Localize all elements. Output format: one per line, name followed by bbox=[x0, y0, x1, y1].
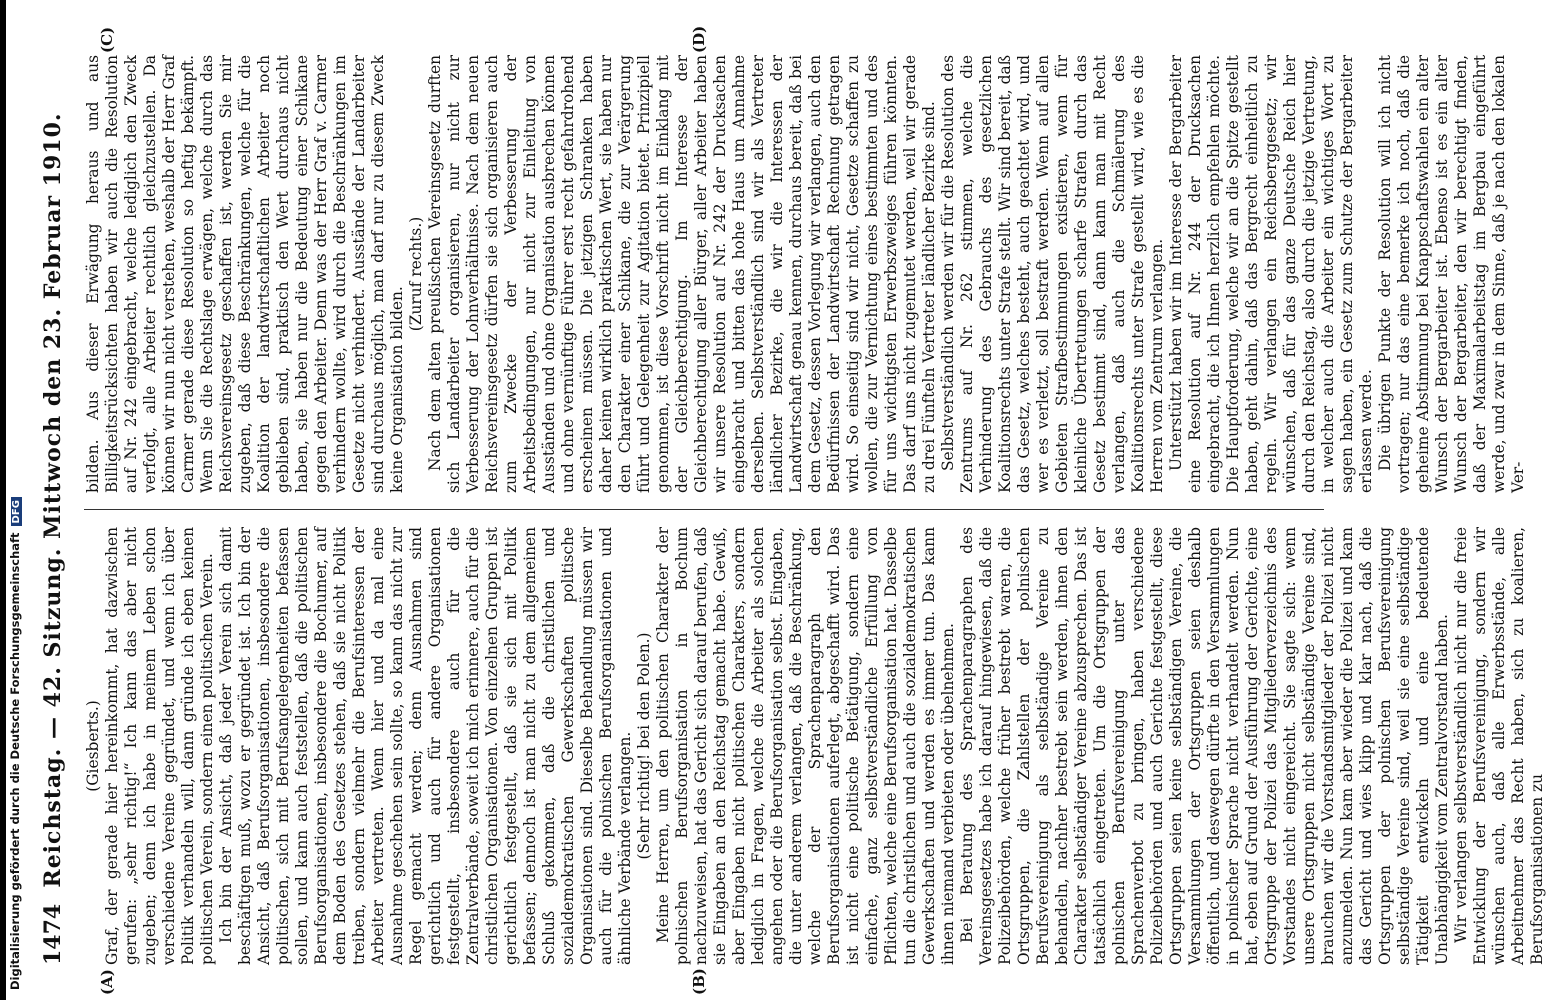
page-header bbox=[40, 35, 74, 965]
scan-sidebar bbox=[0, 0, 24, 1000]
paragraph: Nach dem alten preußischen Vereinsgesetz durften sich Landarbeiter organisieren, nur nicht zur Verbesserung der Lohnverhältnisse. Nach dem neuen Reichsvereinsgesetz dürfen sie sich organisieren auch zum Zwecke der Verbesserung der Arbeitsbedingungen, nur nicht zur Einleitung von Ausständen und ohne Organisation ausbrechen können und ohne vernünftige Führer erst recht gefahrdrohend erscheinen müssen. Die jetzigen Schranken haben daher keinen wirklich praktischen Wert, sie haben nur den Charakter einer Schikane, die zur Verärgerung führt und Gelegenheit zur Agitation bietet. Prinzipiell genommen, ist diese Vorschrift nicht im Einklang mit der Gleichberechtigung. Im Interesse der Gleichberechtigung aller Bürger, aller Arbeiter haben wir unsere Resolution auf Nr. 242 der Drucksachen eingebracht und bitten das hohe Haus um Annahme derselben. Selbstverständlich sind wir als Vertreter ländlicher Bezirke, die wir die Interessen der Landwirtschaft genau kennen, durchaus bereit, daß bei dem Gesetz, dessen Vorlegung wir verlangen, auch den Bedürfnissen der Landwirtschaft Rechnung getragen wird. So einseitig sind wir nicht, Gesetze schaffen zu wollen, die zur Vernichtung eines bestimmten und des für uns wichtigsten Erwerbszweiges führen könnten. Das darf uns nicht zugemutet werden, weil wir gerade zu drei Fünfteln Vertreter ländlicher Bezirke sind. bbox=[426, 55, 938, 493]
column-divider bbox=[84, 509, 1324, 510]
paragraph: Die übrigen Punkte der Resolution will ich nicht vortragen; nur das eine bemerke ich noch, daß die geheime Abstimmung bei Knappschaftswahlen ein alter Wunsch der Bergarbeiter ist. Ebenso ist es ein alter Wunsch der Bergarbeiter, den wir berechtigt finden, daß der Maximalarbeitstag im Bergbau eingeführt werde, und zwar in dem Sinne, daß je nach den lokalen Ver- bbox=[1376, 55, 1527, 493]
right-column bbox=[84, 55, 1527, 493]
margin-marker-d: (D) bbox=[690, 25, 708, 53]
page-number: 1474 bbox=[40, 903, 66, 965]
digitization-credit bbox=[8, 497, 22, 990]
left-column bbox=[84, 527, 1546, 965]
paragraph: Ich bin der Ansicht, daß jeder Verein sich damit beschäftigen muß, wozu er gegründet ist. Ich bin der Ansicht, daß Berufsorganisationen, insbesondere die politischen, sich mit Berufsangelegenheiten befassen sollen, und kann auch feststellen, daß die politischen Berufsorganisationen, insbesondere die Bochumer, auf dem Boden des Gesetzes stehen, daß sie nicht Politik treiben, sondern vielmehr die Berufsinteressen der Arbeiter vertreten. Wenn hier und da mal eine Ausnahme geschehen sein sollte, so kann das nicht zur Regel gemacht werden; denn Ausnahmen sind gerichtlich und auch für andere Organisationen festgestellt, insbesondere auch für die Zentralverbände, soweit ich mich erinnere, auch für die christlichen Organisationen. Von einzelnen Gruppen ist gerichtlich festgestellt, daß sie sich mit Politik befassen; dennoch ist man nicht zu dem allgemeinen Schluß gekommen, daß die christlichen und sozialdemokratischen Gewerkschaften politische Organisationen sind. Dieselbe Behandlung müssen wir auch für die polnischen Berufsorganisationen und ähnliche Verbände verlangen. bbox=[217, 527, 634, 965]
paragraph: Meine Herren, um den politischen Charakter der polnischen Berufsorganisation in Bochum nachzuweisen, hat das Gericht sich darauf berufen, daß sie Eingaben an den Reichstag gemacht habe. Gewiß, aber Eingaben nicht politischen Charakters, sondern lediglich in Fragen, welche die Arbeiter als solchen angehen oder die Berufsorganisation selbst. Eingaben, die unter anderem verlangen, daß die Beschränkung, welche der Sprachenparagraph den Berufsorganisationen auferlegt, abgeschafft wird. Das ist nicht eine politische Betätigung, sondern eine einfache, ganz selbstverständliche Erfüllung von Pflichten, welche eine Berufsorganisation hat. Dasselbe tun die christlichen und auch die sozialdemokratischen Gewerkschaften und werden es immer tun. Das kann ihnen niemand verbieten oder übelnehmen. bbox=[654, 527, 957, 965]
margin-marker-b: (B) bbox=[690, 968, 708, 995]
paragraph: Unterstützt haben wir im Interesse der Bergarbeiter eine Resolution auf Nr. 244 der Drucksachen eingebracht, die ich Ihnen herzlich empfehlen möchte. Die Hauptforderung, welche wir an die Spitze gestellt haben, geht dahin, daß das Bergrecht einheitlich zu regeln. Wir verlangen ein Reichsberggesetz; wir wünschen, daß für das ganze Deutsche Reich hier durch den Reichstag, also durch die jetzige Vertretung, in welcher auch die Arbeiter ein wichtiges Wort zu sagen haben, ein Gesetz zum Schutze der Bergarbeiter erlassen werde. bbox=[1167, 55, 1375, 493]
running-head: Reichstag. — 42. Sitzung. Mittwoch den 23. Februar 1910. bbox=[40, 112, 66, 888]
credit-text: Digitalisierung gefördert durch die Deutsche Forschungsgemeinschaft bbox=[8, 532, 22, 990]
paragraph: Selbstverständlich werden wir für die Resolution des Zentrums auf Nr. 262 stimmen, welche die Verhinderung des Gebrauchs des gesetzlichen Koalitionsrechts unter Strafe stellt. Wir sind bereit, daß das Gesetz, welches besteht, auch geachtet wird, und wer es verletzt, soll bestraft werden. Wenn auf allen Gebieten Strafbestimmungen existieren, wenn für kleinliche Übertretungen scharfe Strafen durch das Gesetz bestimmt sind, dann kann man mit Recht verlangen, daß auch die Schmälerung des Koalitionsrechts unter Strafe gestellt wird, wie es die Herren vom Zentrum verlangen. bbox=[939, 55, 1166, 493]
interjection: (Zuruf rechts.) bbox=[407, 216, 425, 332]
speaker-name: (Giesberts.) bbox=[84, 700, 102, 792]
paragraph: bilden. Aus dieser Erwägung heraus und aus Billigkeitsrücksichten haben wir auch die Resolution auf Nr. 242 eingebracht, welche lediglich den Zweck verfolgt, alle Arbeiter rechtlich gleichzustellen. Da können wir nun nicht verstehen, weshalb der Herr Graf Carmer gerade diese Resolution so heftig bekämpft. Wenn Sie die Rechtslage erwägen, welche durch das Reichsvereinsgesetz geschaffen ist, werden Sie mir zugeben, daß diese Beschränkungen, welche für die Koalition der landwirtschaftlichen Arbeiter noch geblieben sind, praktisch den Wert durchaus nicht haben, sie haben nur die Bedeutung einer Schikane gegen den Arbeiter. Denn was der Herr Graf v. Carmer verhindern wollte, wird durch die Beschränkungen im Gesetze nicht verhindert. Ausstände der Landarbeiter sind durchaus möglich, man darf nur zu diesem Zweck keine Organisation bilden. bbox=[84, 55, 406, 493]
document-page bbox=[40, 25, 1546, 995]
paragraph: Graf, der gerade hier hereinkommt, hat dazwischen gerufen: „sehr richtig!“ Ich kann das aber nicht zugeben; denn ich habe in meinem Leben schon verschiedene Vereine gegründet, und wenn ich über Politik verhandeln will, dann gründe ich eben keinen politischen Verein, sondern einen politischen Verein. bbox=[103, 527, 216, 965]
margin-marker-c: (C) bbox=[98, 26, 116, 53]
interjection: (Sehr richtig! bei den Polen.) bbox=[635, 632, 653, 860]
margin-marker-a: (A) bbox=[98, 969, 116, 995]
paragraph: Bei Beratung des Sprachenparagraphen des Vereinsgesetzes habe ich darauf hingewiesen, daß die Polizeibehörden, welche früher bestrebt waren, die Ortsgruppen, die Zahlstellen der polnischen Berufsvereinigung als selbständige Vereine zu behandeln, nachher bestrebt sein werden, ihnen den Charakter selbständiger Vereine abzusprechen. Das ist tatsächlich eingetreten. Um die Ortsgruppen der polnischen Berufsvereinigung unter das Sprachenverbot zu bringen, haben verschiedene Polizeibehörden und auch Gerichte festgestellt, diese Ortsgruppen seien keine selbständigen Vereine, die Versammlungen der Ortsgruppen seien deshalb öffentlich, und deswegen dürfte in den Versammlungen in polnischer Sprache nicht verhandelt werden. Nun hat, eben auf Grund der Ausführung der Gerichte, eine Ortsgruppe der Polizei das Mitgliederverzeichnis des Vorstandes nicht eingereicht. Sie sagte sich: wenn unsere Ortsgruppen nicht selbständige Vereine sind, brauchen wir die Vorstandsmitglieder der Polizei nicht anzumelden. Nun kam aber wieder die Polizei und kam das Gericht und wies klipp und klar nach, daß die Ortsgruppen der polnischen Berufsvereinigung selbständige Vereine sind, weil sie eine selbständige Tätigkeit entwickeln und eine bedeutende Unabhängigkeit vom Zentralvorstand haben. bbox=[958, 527, 1451, 965]
paragraph: Wir verlangen selbstverständlich nicht nur die freie Entwicklung der Berufsvereinigung, sondern wir wünschen auch, daß alle Erwerbsstände, alle Arbeitnehmer das Recht haben, sich zu koalieren, Berufsorganisationen zu bbox=[1452, 527, 1546, 965]
dfg-logo: DFG bbox=[11, 497, 22, 526]
